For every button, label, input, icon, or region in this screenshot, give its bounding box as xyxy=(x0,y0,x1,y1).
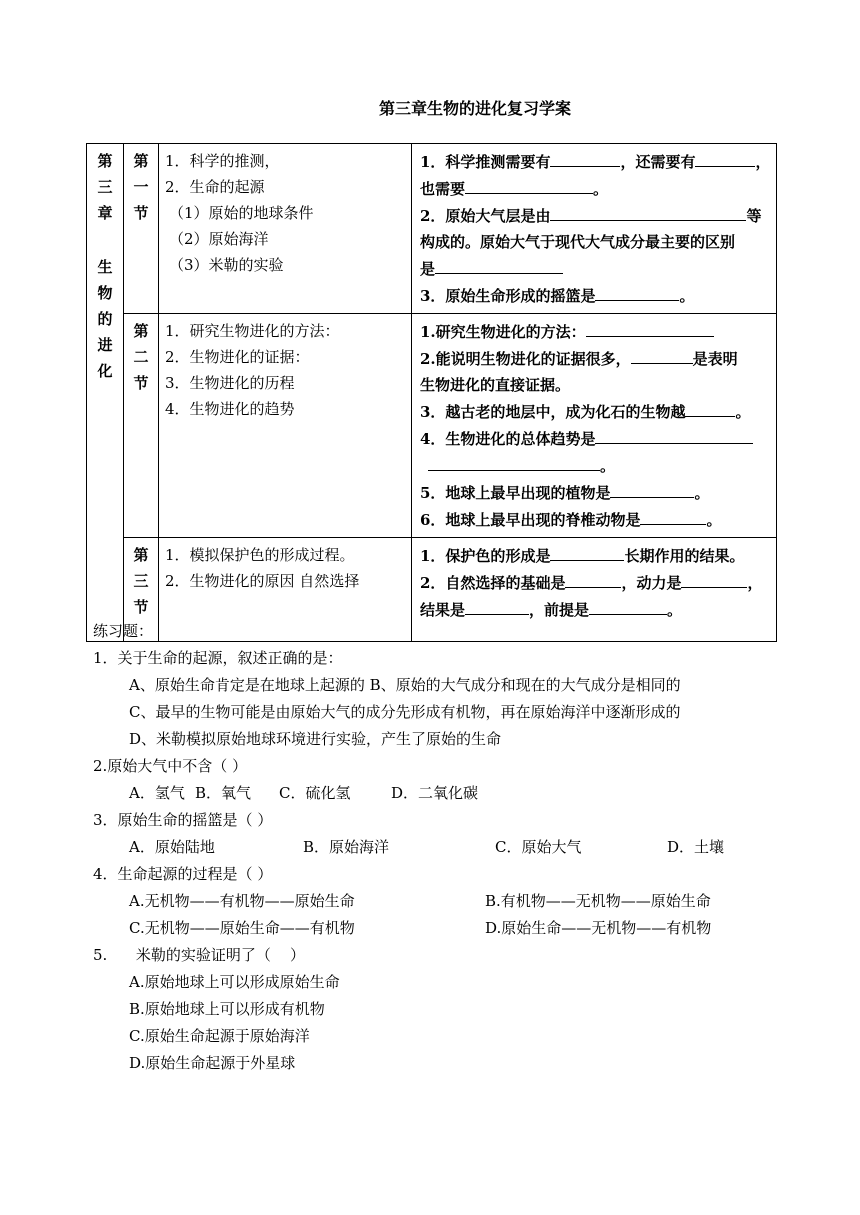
answer-blank[interactable] xyxy=(550,202,746,221)
question-option[interactable]: D、米勒模拟原始地球环境进行实验，产生了原始的生命 xyxy=(129,730,502,748)
question-option[interactable]: A．原始陆地 xyxy=(129,838,215,856)
section-char: 第 xyxy=(133,546,149,564)
section-char: 一 xyxy=(133,178,149,196)
answer-blank[interactable] xyxy=(695,148,755,167)
fill-line: 3．越古老的地层中，成为化石的生物越 。 xyxy=(420,398,768,425)
topic-item: （2）原始海洋 xyxy=(169,230,269,248)
review-outline-table xyxy=(86,143,777,642)
fill-line: 构成的。原始大气于现代大气成分最主要的区别 xyxy=(420,233,736,251)
answer-blank[interactable] xyxy=(589,596,667,615)
answer-blank[interactable] xyxy=(595,282,679,301)
chapter-char: 物 xyxy=(97,284,113,302)
question-stem: 4．生命起源的过程是（ ） xyxy=(93,865,273,883)
section-name-cell xyxy=(124,314,159,538)
section-row-1 xyxy=(87,144,777,314)
fill-line: 。 xyxy=(420,452,768,479)
fill-line: 结果是 ，前提是 。 xyxy=(420,596,768,623)
question-option[interactable]: D.原始生命起源于外星球 xyxy=(129,1054,296,1072)
chapter-char: 化 xyxy=(97,362,113,380)
topic-item: 1．科学的推测， xyxy=(165,152,280,170)
question-stem: 3．原始生命的摇篮是（ ） xyxy=(93,811,273,829)
answer-blank[interactable] xyxy=(631,345,693,364)
section-topics-cell xyxy=(159,144,412,314)
fill-line: 5．地球上最早出现的植物是 。 xyxy=(420,479,768,506)
chapter-char: 生 xyxy=(97,258,113,276)
question-option[interactable]: A.原始地球上可以形成原始生命 xyxy=(129,973,340,991)
option-row xyxy=(93,915,793,942)
chapter-char: 进 xyxy=(97,336,113,354)
exercises-section xyxy=(93,618,793,1077)
option-row xyxy=(93,834,793,861)
fill-line: 3．原始生命形成的摇篮是 。 xyxy=(420,282,768,309)
topic-item: （3）米勒的实验 xyxy=(169,256,284,274)
answer-blank[interactable] xyxy=(550,148,620,167)
topic-item: 2．生命的起源 xyxy=(165,178,265,196)
question-option[interactable]: B.原始地球上可以形成有机物 xyxy=(129,1000,325,1018)
fill-line: 2.能说明生物进化的证据很多， 是表明 xyxy=(420,345,768,372)
topic-item: 2．生物进化的证据： xyxy=(165,348,310,366)
fill-line: 1.研究生物进化的方法： xyxy=(420,318,768,345)
section-topics-cell xyxy=(159,314,412,538)
question-option[interactable]: D．二氧化碳 xyxy=(391,784,479,802)
section-char: 第 xyxy=(133,322,149,340)
chapter-char: 三 xyxy=(97,178,113,196)
question-option[interactable]: A、原始生命肯定是在地球上起源的 B、原始的大气成分和现在的大气成分是相同的 xyxy=(129,676,681,694)
topic-item: 1．研究生物进化的方法： xyxy=(165,322,340,340)
answer-blank[interactable] xyxy=(681,569,747,588)
question-stem: 1．关于生命的起源，叙述正确的是： xyxy=(93,649,343,667)
fill-blank-cell xyxy=(412,144,777,314)
section-char: 三 xyxy=(133,572,149,590)
option-row xyxy=(93,780,793,807)
exercises-heading: 练习题： xyxy=(93,622,154,640)
answer-blank[interactable] xyxy=(550,542,624,561)
answer-blank[interactable] xyxy=(565,569,621,588)
question-option[interactable]: C、最早的生物可能是由原始大气的成分先形成有机物，再在原始海洋中逐渐形成的 xyxy=(129,703,681,721)
fill-line: 2．自然选择的基础是 ，动力是 ， xyxy=(420,569,768,596)
section-char: 第 xyxy=(133,152,149,170)
answer-blank[interactable] xyxy=(465,596,529,615)
question-option[interactable]: D.原始生命——无机物——有机物 xyxy=(485,919,712,937)
answer-blank[interactable] xyxy=(586,318,714,337)
section-row-2 xyxy=(87,314,777,538)
fill-line: 也需要 。 xyxy=(420,175,768,202)
question-option[interactable]: B.有机物——无机物——原始生命 xyxy=(485,892,711,910)
question-option[interactable]: C．硫化氢 xyxy=(279,784,351,802)
chapter-char: 的 xyxy=(97,310,113,328)
fill-blank-cell xyxy=(412,314,777,538)
topic-item: 3．生物进化的历程 xyxy=(165,374,295,392)
topic-item: （1）原始的地球条件 xyxy=(169,204,314,222)
answer-blank[interactable] xyxy=(595,425,753,444)
question-option[interactable]: C．原始大气 xyxy=(495,838,582,856)
question-option[interactable]: A.无机物——有机物——原始生命 xyxy=(129,892,355,910)
answer-blank[interactable] xyxy=(435,255,563,274)
answer-blank[interactable] xyxy=(428,452,600,471)
answer-blank[interactable] xyxy=(610,479,694,498)
answer-blank[interactable] xyxy=(640,506,706,525)
section-name-cell xyxy=(124,144,159,314)
question-option[interactable]: C.无机物——原始生命——有机物 xyxy=(129,919,355,937)
section-char: 二 xyxy=(133,348,149,366)
question-stem: 2.原始大气中不含（ ） xyxy=(93,757,248,775)
question-option[interactable]: B．氧气 xyxy=(195,784,252,802)
fill-line: 生物进化的直接证据。 xyxy=(420,376,571,394)
fill-line: 1．科学推测需要有 ，还需要有 ， xyxy=(420,148,768,175)
fill-line: 1．保护色的形成是 长期作用的结果。 xyxy=(420,542,768,569)
question-stem: 5. 米勒的实验证明了（ ） xyxy=(93,946,305,964)
fill-line: 4．生物进化的总体趋势是 xyxy=(420,425,768,452)
question-option[interactable]: B．原始海洋 xyxy=(303,838,390,856)
question-option[interactable]: C.原始生命起源于原始海洋 xyxy=(129,1027,310,1045)
chapter-char: 第 xyxy=(97,152,113,170)
section-char: 节 xyxy=(133,598,149,616)
fill-line: 是 xyxy=(420,255,768,282)
option-row xyxy=(93,888,793,915)
fill-line: 2．原始大气层是由 等 xyxy=(420,202,768,229)
chapter-cell xyxy=(87,144,124,642)
fill-line: 6．地球上最早出现的脊椎动物是 。 xyxy=(420,506,768,533)
chapter-char: 章 xyxy=(97,204,113,222)
topic-item: 2．生物进化的原因 自然选择 xyxy=(165,572,360,590)
question-option[interactable]: D．土壤 xyxy=(667,838,725,856)
question-option[interactable]: A．氢气 xyxy=(129,784,185,802)
answer-blank[interactable] xyxy=(465,175,593,194)
section-char: 节 xyxy=(133,204,149,222)
page-title: 第三章生物的进化复习学案 xyxy=(378,99,571,118)
topic-item: 4．生物进化的趋势 xyxy=(165,400,295,418)
section-char: 节 xyxy=(133,374,149,392)
topic-item: 1．模拟保护色的形成过程。 xyxy=(165,546,355,564)
answer-blank[interactable] xyxy=(685,398,735,417)
